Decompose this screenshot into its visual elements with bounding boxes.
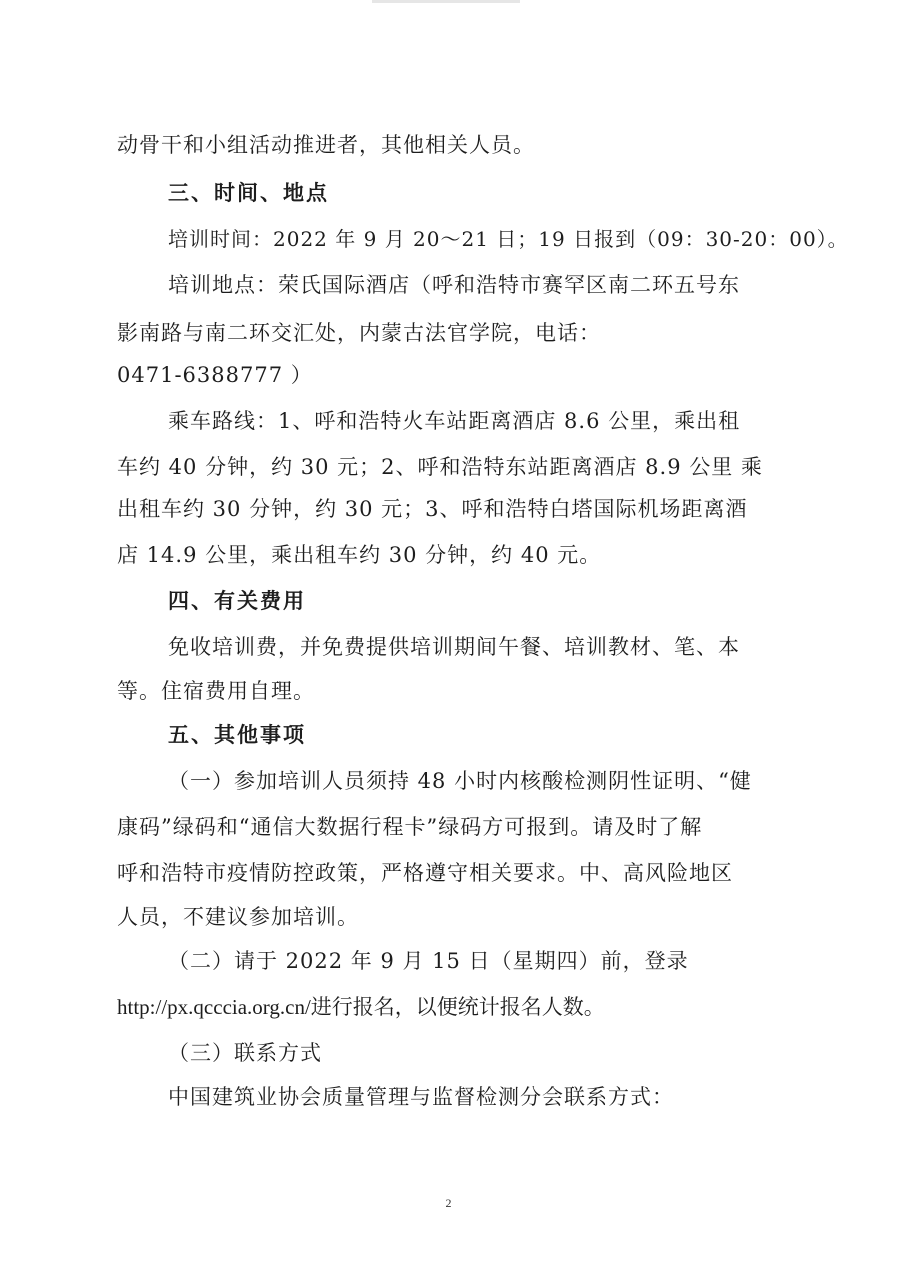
fees-text: 免收培训费，并免费提供培训期间午餐、培训教材、笔、本 [168, 635, 740, 659]
contact-intro: 中国建筑业协会质量管理与监督检测分会联系方式： [168, 1085, 674, 1109]
text-line: 人员，不建议参加培训。 [117, 905, 359, 929]
text-line: 车约 40 分钟，约 30 元；2、呼和浩特东站距离酒店 8.9 公里 乘 [117, 455, 763, 479]
section-heading-time-location: 三、时间、地点 [168, 181, 329, 205]
text-line: 出租车约 30 分钟，约 30 元；3、呼和浩特白塔国际机场距离酒 [117, 497, 748, 521]
scan-edge-mark [372, 0, 520, 3]
text-line: 等。住宿费用自理。 [117, 679, 315, 703]
text-line-phone: 0471-6388777 ） [117, 363, 313, 387]
registration-url-line: http://px.qcccia.org.cn/进行报名，以便统计报名人数。 [117, 995, 605, 1019]
training-location: 培训地点：荣氏国际酒店（呼和浩特市赛罕区南二环五号东 [168, 273, 740, 297]
item-three-contact: （三）联系方式 [168, 1041, 322, 1065]
section-heading-other: 五、其他事项 [168, 723, 306, 747]
text-line: 动骨干和小组活动推进者，其他相关人员。 [117, 133, 535, 157]
page-number: 2 [445, 1196, 452, 1210]
text-line: 呼和浩特市疫情防控政策，严格遵守相关要求。中、高风险地区 [117, 861, 733, 885]
section-heading-fees: 四、有关费用 [168, 589, 306, 613]
training-time: 培训时间：2022 年 9 月 20～21 日；19 日报到（09：30-20：00）。 [168, 227, 849, 251]
text-line: 康码”绿码和“通信大数据行程卡”绿码方可报到。请及时了解 [117, 815, 703, 839]
text-line: 影南路与南二环交汇处，内蒙古法官学院，电话： [117, 321, 601, 345]
text-line: 店 14.9 公里，乘出租车约 30 分钟，约 40 元。 [117, 543, 602, 567]
item-one-text: （一）参加培训人员须持 48 小时内核酸检测阴性证明、“健 [168, 769, 752, 793]
item-two-text: （二）请于 2022 年 9 月 15 日（星期四）前，登录 [168, 949, 689, 973]
transport-route: 乘车路线：1、呼和浩特火车站距离酒店 8.6 公里，乘出租 [168, 409, 741, 433]
